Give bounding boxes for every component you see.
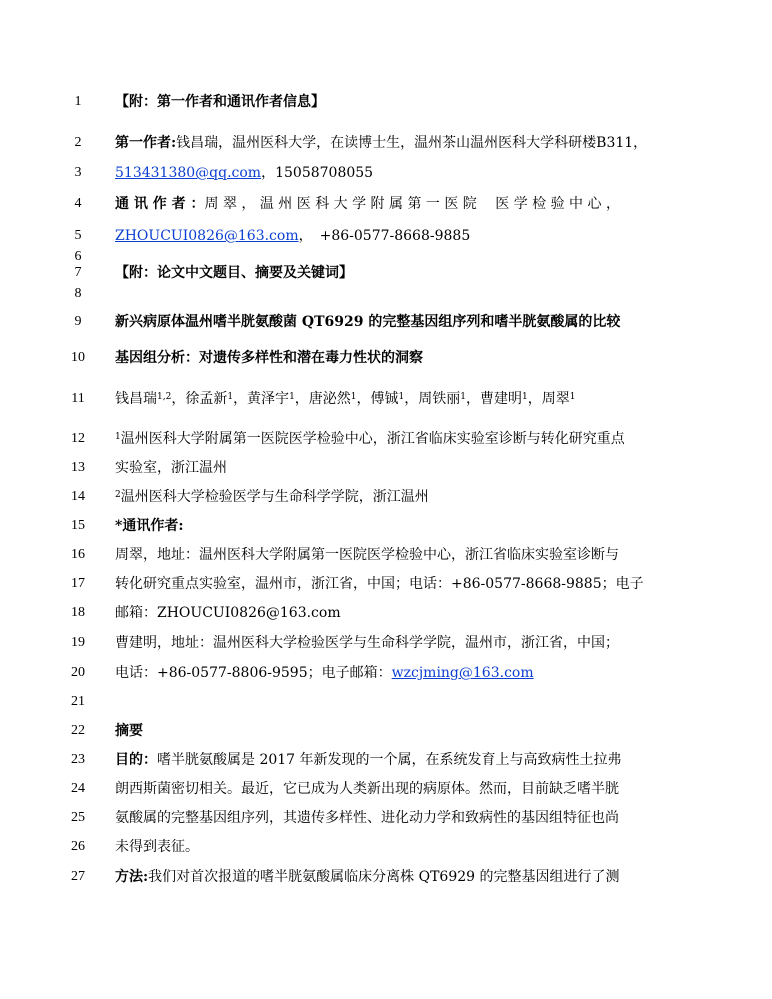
line-number: 20 (71, 665, 85, 680)
author-affiliation-sup: 1 (569, 392, 576, 402)
line-9 (0, 311, 772, 333)
line-number: 6 (74, 249, 82, 264)
author-affiliation-sup: 1,2 (157, 392, 172, 402)
section-heading-title-abstract: 【附：论文中文题目、摘要及关键词】 (115, 265, 353, 281)
line-7 (0, 262, 772, 284)
cao-email-link[interactable]: wzcjming@163.com (391, 665, 534, 681)
line-3 (0, 162, 772, 184)
author-name: ，黄泽宇 (233, 391, 290, 407)
line-number: 24 (71, 781, 85, 796)
line-number: 16 (71, 547, 85, 562)
correspondence-zhou-1: 周翠，地址：温州医科大学附属第一医院医学检验中心，浙江省临床实验室诊断与 (115, 547, 619, 563)
first-author-email-link[interactable]: 513431380@qq.com (115, 165, 262, 181)
abstract-method (115, 866, 660, 888)
abstract-text: 朗西斯菌密切相关。最近，它已成为人类新出现的病原体。然而，目前缺乏嗜半胱 (115, 781, 619, 797)
line-5 (0, 225, 772, 247)
line-27 (0, 866, 772, 888)
line-12 (0, 428, 772, 450)
paper-title-line-2: 基因组分析：对遗传多样性和潜在毒力性状的洞察 (115, 350, 423, 366)
line-15 (0, 515, 772, 537)
author-name: 钱昌瑞 (115, 391, 157, 407)
author-list (115, 388, 660, 410)
section-heading-author-info: 【附：第一作者和通讯作者信息】 (115, 94, 325, 110)
line-8 (0, 283, 772, 305)
line-number: 2 (74, 135, 82, 150)
line-25 (0, 807, 772, 829)
affiliation-1 (115, 428, 660, 450)
line-number: 18 (71, 605, 85, 620)
correspondence-zhou-email: 邮箱：ZHOUCUI0826@163.com (115, 605, 341, 621)
line-22 (0, 720, 772, 742)
line-4 (0, 193, 772, 215)
abstract-text: 我们对首次报道的嗜半胱氨酸属临床分离株 QT6929 的完整基因组进行了测 (148, 869, 620, 885)
line-number: 25 (71, 810, 85, 825)
author-affiliation-sup: 1 (398, 392, 405, 402)
line-16 (0, 544, 772, 566)
line-number: 11 (71, 391, 85, 406)
corr-author-phone: ， +86-0577-8668-9885 (298, 228, 471, 244)
line-26 (0, 836, 772, 858)
first-author-contact (115, 162, 660, 184)
first-author-phone: ，15058708055 (261, 165, 374, 181)
line-number: 23 (71, 752, 85, 767)
affiliation-1-cont: 实验室，浙江温州 (115, 460, 227, 476)
author-name: ，曹建明 (466, 391, 522, 407)
abstract-text: 嗜半胱氨酸属是 2017 年新发现的一个属，在系统发育上与高致病性土拉弗 (157, 752, 622, 768)
correspondence-cao-2 (115, 662, 660, 684)
line-number: 3 (74, 165, 82, 180)
author-affiliation-sup: 1 (522, 392, 528, 402)
affiliation-sup: 2 (115, 490, 121, 500)
line-number: 26 (71, 839, 85, 854)
abstract-purpose (115, 749, 660, 771)
line-23 (0, 749, 772, 771)
line-number: 14 (71, 489, 85, 504)
abstract-heading: 摘要 (115, 723, 143, 739)
line-number: 7 (74, 265, 82, 280)
correspondence-zhou-2: 转化研究重点实验室，温州市，浙江省，中国；电话：+86-0577-8668-9885；电子 (115, 576, 644, 592)
line-11 (0, 388, 772, 410)
line-number: 4 (74, 196, 82, 211)
abstract-text: 未得到表征。 (115, 839, 199, 855)
line-13 (0, 457, 772, 479)
author-name: ，周翠 (527, 391, 570, 407)
affiliation-2-text: 温州医科大学检验医学与生命科学学院，浙江温州 (120, 489, 429, 505)
author-name: ，傅铖 (356, 391, 399, 407)
line-14 (0, 486, 772, 508)
line-number: 15 (71, 518, 85, 533)
purpose-label: 目的： (115, 752, 157, 768)
line-number: 17 (71, 576, 85, 591)
line-1 (0, 91, 772, 113)
line-21 (0, 691, 772, 713)
line-18 (0, 602, 772, 624)
first-author-line (115, 132, 660, 154)
corr-author-contact (115, 225, 660, 247)
line-number: 9 (74, 314, 82, 329)
first-author-text: 钱昌瑞，温州医科大学，在读博士生，温州茶山温州医科大学科研楼B311， (176, 135, 648, 151)
line-number: 12 (71, 431, 85, 446)
corr-author-label: 通 讯 作 者 ： (115, 196, 205, 212)
author-name: ，唐泌然 (294, 391, 351, 407)
correspondence-cao-contact: 电话：+86-0577-8806-9595；电子邮箱： (115, 665, 392, 681)
line-17 (0, 573, 772, 595)
line-number: 22 (71, 723, 85, 738)
correspondence-cao-1: 曹建明，地址：温州医科大学检验医学与生命科学学院，温州市，浙江省，中国； (115, 635, 619, 651)
line-19 (0, 632, 772, 654)
line-number: 21 (71, 694, 85, 709)
author-affiliation-sup: 1 (460, 392, 466, 402)
line-number: 13 (71, 460, 85, 475)
line-number: 27 (71, 869, 85, 884)
line-20 (0, 662, 772, 684)
correspondence-label: *通讯作者: (115, 518, 184, 534)
method-label: 方法: (115, 869, 149, 885)
line-number: 10 (71, 350, 85, 365)
author-name: ，徐孟新 (171, 391, 228, 407)
author-affiliation-sup: 1 (227, 392, 234, 402)
line-number: 5 (74, 228, 82, 243)
affiliation-1-text: 温州医科大学附属第一医院医学检验中心，浙江省临床实验室诊断与转化研究重点 (120, 431, 625, 447)
corr-author-email-link[interactable]: ZHOUCUI0826@163.com (115, 228, 299, 244)
affiliation-sup: 1 (115, 432, 121, 442)
paper-title-line-1: 新兴病原体温州嗜半胱氨酸菌 QT6929 的完整基因组序列和嗜半胱氨酸属的比较 (115, 314, 621, 330)
abstract-text: 氨酸属的完整基因组序列，其遗传多样性、进化动力学和致病性的基因组特征也尚 (115, 810, 619, 826)
first-author-label: 第一作者: (115, 135, 177, 151)
line-number: 8 (74, 286, 82, 301)
affiliation-2 (115, 486, 660, 508)
line-2 (0, 132, 772, 154)
line-24 (0, 778, 772, 800)
author-affiliation-sup: 1 (289, 392, 295, 402)
line-10 (0, 347, 772, 369)
author-affiliation-sup: 1 (350, 392, 357, 402)
line-number: 1 (74, 94, 82, 109)
corr-author-line (115, 193, 660, 215)
line-number: 19 (71, 635, 85, 650)
corr-author-text: 周 翠 ， 温 州 医 科 大 学 附 属 第 一 医 院 医 学 检 验 中 心 ， (204, 196, 620, 212)
author-name: ，周铁丽 (404, 391, 461, 407)
